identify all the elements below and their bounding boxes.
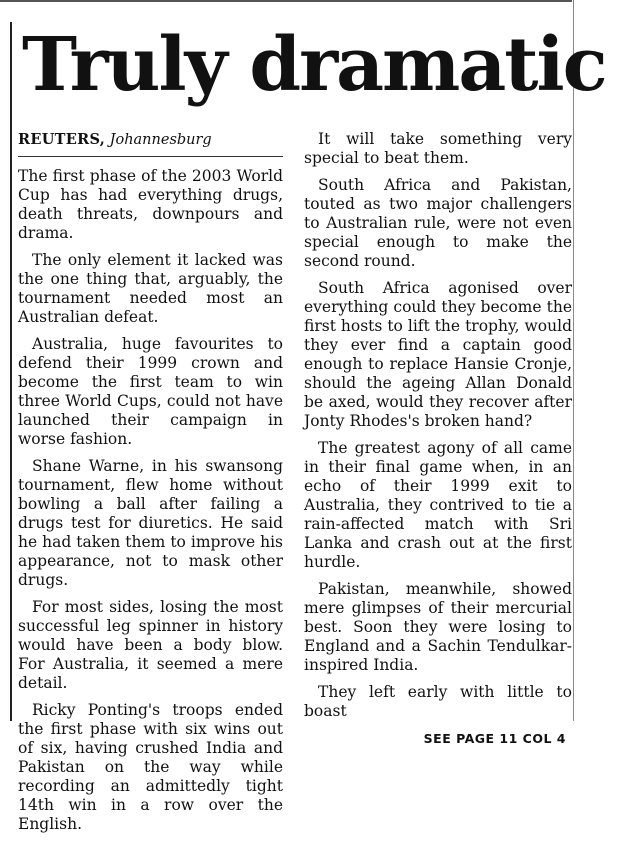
paragraph: Shane Warne, in his swansong tournament, flew home without bowling a ball after failing a drugs test for diuretics. He said he had taken them to improve his appearance, not to mask other drugs. bbox=[18, 457, 283, 589]
column-2 bbox=[304, 130, 572, 748]
paragraph: Pakistan, meanwhile, showed mere glimpses of their mercurial best. Soon they were losing to England and a Sachin Tendulkar-inspired India. bbox=[304, 580, 572, 674]
headline: Truly dramatic bbox=[22, 22, 606, 108]
continued-on-label: SEE PAGE 11 COL 4 bbox=[423, 731, 566, 746]
paragraph: It will take something very special to beat them. bbox=[304, 130, 572, 167]
left-border-rule bbox=[10, 22, 12, 721]
paragraph: Australia, huge favourites to defend their 1999 crown and become the first team to win three World Cups, could not have launched their campaign in worse fashion. bbox=[18, 335, 283, 448]
paragraph: For most sides, losing the most successful leg spinner in history would have been a body blow. For Australia, it seemed a mere detail. bbox=[18, 598, 283, 692]
paragraph: South Africa agonised over everything could they become the first hosts to lift the trophy, would they ever find a captain good enough to replace Hansie Cronje, should the ageing Allan Donald be axed, would they recover after Jonty Rhodes's broken hand? bbox=[304, 279, 572, 430]
paragraph: South Africa and Pakistan, touted as two major challengers to Australian rule, were not even special enough to make the second round. bbox=[304, 176, 572, 270]
paragraph: The greatest agony of all came in their final game when, in an echo of their 1999 exit to Australia, they contrived to tie a rain-affected match with Sri Lanka and crash out at the first hurdle. bbox=[304, 439, 572, 571]
column-1 bbox=[18, 130, 283, 842]
paragraph: Ricky Ponting's troops ended the first phase with six wins out of six, having crushed India and Pakistan on the way while recording an admittedly tight 14th win in a row over the English. bbox=[18, 701, 283, 833]
paragraph: The first phase of the 2003 World Cup has had everything drugs, death threats, downpours and drama. bbox=[18, 167, 283, 242]
paragraph: The only element it lacked was the one thing that, arguably, the tournament needed most an Australian defeat. bbox=[18, 251, 283, 326]
top-rule bbox=[0, 0, 572, 2]
byline-agency: REUTERS, bbox=[18, 131, 106, 148]
byline bbox=[18, 130, 283, 157]
paragraph: They left early with little to boast bbox=[304, 683, 572, 720]
byline-city: Johannesburg bbox=[109, 132, 212, 148]
